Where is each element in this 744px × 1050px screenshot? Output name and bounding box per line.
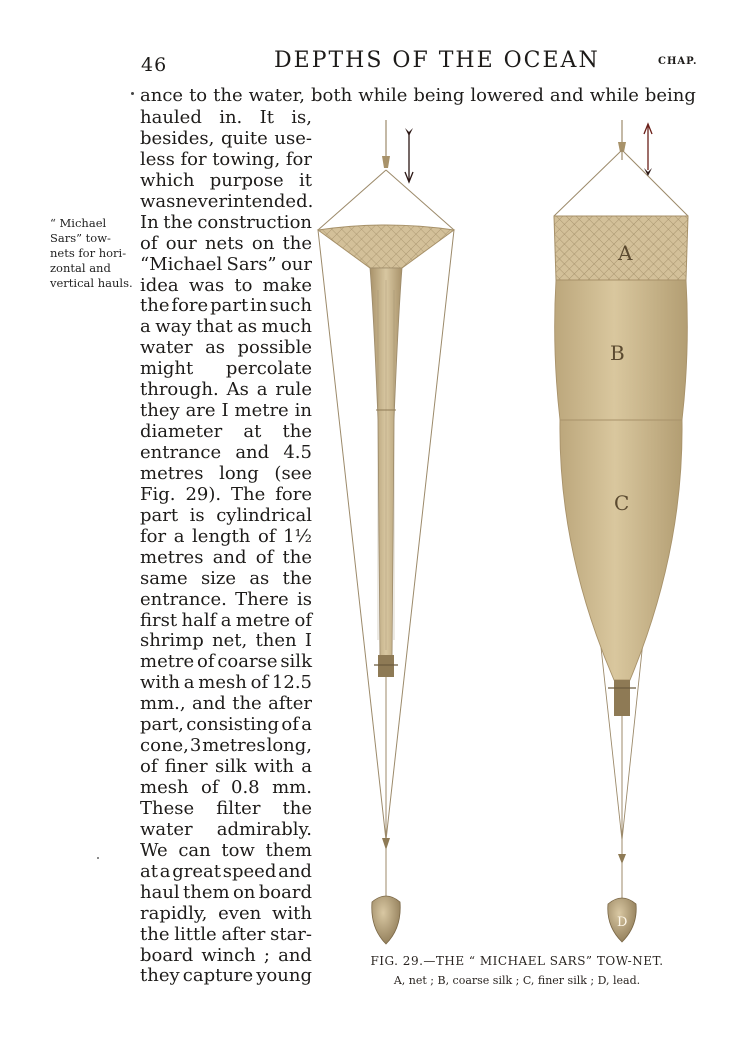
text-line bbox=[140, 590, 312, 611]
word: water bbox=[140, 337, 193, 359]
word: the bbox=[282, 567, 312, 589]
word: hauled bbox=[140, 107, 202, 128]
word: the bbox=[282, 421, 312, 443]
word: never bbox=[175, 190, 228, 212]
word: The bbox=[231, 483, 266, 505]
word: in. bbox=[219, 107, 243, 128]
word: while bbox=[358, 85, 408, 106]
word: a bbox=[256, 379, 268, 401]
word: fore bbox=[171, 295, 209, 317]
word: the bbox=[140, 295, 170, 317]
word: filter bbox=[216, 797, 261, 819]
text-line bbox=[140, 192, 312, 213]
word: 12.5 bbox=[271, 672, 312, 694]
word: metre bbox=[235, 609, 291, 631]
word: in bbox=[294, 400, 312, 422]
text-line bbox=[140, 276, 312, 297]
side-note-line: zontal and bbox=[50, 261, 111, 275]
word: lowered bbox=[470, 85, 544, 106]
text-line bbox=[140, 359, 312, 380]
text-line bbox=[140, 611, 312, 632]
label-b: B bbox=[610, 341, 625, 365]
word: the bbox=[213, 85, 243, 106]
word: a bbox=[301, 714, 312, 736]
word: a bbox=[159, 860, 171, 882]
word: as bbox=[249, 567, 270, 589]
word: both bbox=[311, 85, 353, 106]
word: was bbox=[140, 190, 176, 212]
word: I bbox=[304, 630, 312, 652]
word: being bbox=[644, 85, 696, 106]
word: being bbox=[413, 85, 465, 106]
word: a bbox=[140, 316, 151, 338]
page-header bbox=[0, 48, 744, 78]
word: long, bbox=[266, 735, 312, 757]
label-a: A bbox=[618, 241, 633, 265]
word: might bbox=[140, 358, 194, 380]
word: We bbox=[140, 839, 168, 861]
word: on bbox=[251, 232, 275, 254]
word: and bbox=[278, 944, 312, 966]
text-line bbox=[140, 150, 312, 171]
text-line bbox=[140, 255, 312, 276]
word: There bbox=[235, 588, 289, 610]
text-line bbox=[140, 422, 312, 443]
word: mesh bbox=[198, 672, 247, 694]
word: and bbox=[549, 85, 584, 106]
word: towing, bbox=[212, 148, 281, 170]
word: haul bbox=[140, 881, 180, 903]
word: with bbox=[271, 902, 312, 924]
text-line bbox=[140, 108, 312, 129]
right-tow-net bbox=[554, 120, 688, 942]
word: of bbox=[201, 777, 219, 798]
word: which bbox=[140, 169, 195, 191]
word: even bbox=[218, 902, 262, 924]
caption-legend: A, net ; B, coarse silk ; C, finer silk ; D, lead. bbox=[393, 974, 641, 987]
word: that bbox=[195, 316, 233, 338]
word: consisting bbox=[186, 714, 280, 736]
word: part bbox=[140, 504, 179, 526]
text-line bbox=[140, 631, 312, 652]
word: diameter bbox=[140, 421, 223, 443]
word: speed bbox=[222, 860, 277, 882]
word: coarse bbox=[217, 651, 278, 673]
word: rapidly, bbox=[140, 902, 208, 924]
word: the bbox=[282, 797, 312, 819]
first-text-line bbox=[140, 84, 696, 108]
running-title: DEPTHS OF THE OCEAN bbox=[274, 48, 600, 73]
word: 29). bbox=[185, 483, 222, 505]
text-line bbox=[140, 443, 312, 464]
word: a bbox=[220, 609, 232, 631]
word: admirably. bbox=[216, 818, 312, 840]
word: purpose bbox=[209, 169, 284, 191]
word: tow bbox=[221, 839, 255, 861]
word: first bbox=[140, 609, 178, 631]
word: and bbox=[212, 546, 247, 568]
word: quite bbox=[220, 127, 268, 149]
word: less bbox=[140, 148, 175, 170]
text-line bbox=[140, 883, 312, 904]
text-line bbox=[140, 862, 312, 883]
word: use- bbox=[274, 127, 312, 149]
word: metre bbox=[234, 400, 289, 422]
text-line bbox=[140, 338, 312, 359]
text-line bbox=[140, 841, 312, 862]
word: “Michael bbox=[140, 253, 223, 275]
word: make bbox=[262, 274, 312, 296]
word: silk bbox=[214, 756, 247, 778]
word: young bbox=[256, 965, 312, 987]
figure-caption bbox=[312, 952, 722, 992]
word: capture bbox=[182, 965, 254, 987]
text-line bbox=[140, 380, 312, 401]
word: can bbox=[178, 839, 211, 861]
word: with bbox=[253, 756, 294, 778]
word: mesh bbox=[140, 777, 189, 798]
word: water bbox=[140, 818, 193, 840]
word: the bbox=[232, 693, 262, 715]
word: finer bbox=[164, 756, 208, 778]
word: besides, bbox=[140, 127, 215, 149]
word: construction bbox=[197, 211, 312, 233]
word: a bbox=[183, 672, 195, 694]
word: winch bbox=[201, 944, 256, 966]
word: the bbox=[282, 546, 312, 568]
word: for bbox=[180, 148, 207, 170]
word: while bbox=[589, 85, 639, 106]
word: a bbox=[301, 756, 312, 778]
word: was bbox=[188, 274, 225, 296]
word: fore bbox=[275, 483, 312, 505]
side-note-line: vertical hauls. bbox=[50, 276, 133, 290]
word: through. bbox=[140, 379, 219, 401]
text-line bbox=[140, 694, 312, 715]
side-note-line: “ Michael bbox=[50, 216, 107, 230]
word: water, bbox=[248, 85, 305, 106]
page-number: 46 bbox=[141, 54, 168, 76]
text-line bbox=[140, 652, 312, 673]
word: possible bbox=[237, 337, 312, 359]
word: part, bbox=[140, 714, 184, 736]
word: to bbox=[234, 274, 253, 296]
word: on bbox=[232, 881, 256, 903]
word: of bbox=[197, 651, 215, 673]
word: idea bbox=[140, 274, 179, 296]
word: Fig. bbox=[140, 483, 176, 505]
word: Sars” bbox=[226, 253, 277, 275]
text-line bbox=[140, 946, 312, 967]
word: a bbox=[173, 525, 185, 547]
word: are bbox=[185, 400, 216, 422]
text-line bbox=[140, 464, 312, 485]
word: in bbox=[250, 295, 268, 317]
word: way bbox=[155, 316, 192, 338]
word: board bbox=[140, 944, 194, 966]
text-line bbox=[140, 966, 312, 987]
word: of bbox=[255, 546, 274, 568]
word: long bbox=[219, 462, 259, 484]
word: of bbox=[140, 756, 158, 778]
margin-dot bbox=[131, 92, 134, 95]
text-line bbox=[140, 736, 312, 757]
word: mm. bbox=[272, 777, 312, 798]
word: shrimp bbox=[140, 630, 204, 652]
text-line bbox=[140, 234, 312, 255]
word: same bbox=[140, 567, 188, 589]
word: after bbox=[221, 923, 266, 945]
word: board bbox=[258, 881, 312, 903]
word: it bbox=[299, 169, 312, 191]
word: metres bbox=[202, 735, 266, 757]
word: our bbox=[165, 232, 197, 254]
word: metres bbox=[140, 462, 204, 484]
word: metres bbox=[140, 546, 204, 568]
word: intended. bbox=[227, 190, 314, 212]
down-arrow-icon bbox=[405, 128, 413, 182]
word: they bbox=[140, 965, 180, 987]
word: size bbox=[200, 567, 237, 589]
word: 1½ bbox=[283, 525, 312, 547]
text-line bbox=[140, 757, 312, 778]
text-line bbox=[140, 296, 312, 317]
word: 4.5 bbox=[283, 442, 312, 463]
word: then bbox=[255, 630, 297, 652]
text-line bbox=[140, 904, 312, 925]
word: and bbox=[278, 860, 312, 882]
label-d: D bbox=[617, 915, 628, 930]
word: entrance bbox=[140, 442, 222, 463]
word: As bbox=[226, 379, 249, 401]
word: ; bbox=[263, 944, 270, 966]
word: (see bbox=[274, 462, 312, 484]
word: is bbox=[189, 504, 205, 526]
word: the bbox=[140, 923, 170, 945]
word: mm., bbox=[140, 693, 186, 715]
word: at bbox=[243, 421, 262, 443]
text-line bbox=[140, 673, 312, 694]
word: the bbox=[163, 211, 193, 233]
tow-net-figure bbox=[312, 120, 722, 950]
text-line bbox=[140, 715, 312, 736]
word: for bbox=[140, 525, 167, 547]
text-line bbox=[140, 506, 312, 527]
word: our bbox=[280, 253, 312, 275]
text-line bbox=[140, 171, 312, 192]
word: length bbox=[192, 525, 251, 547]
text-line bbox=[140, 527, 312, 548]
word: them bbox=[183, 881, 230, 903]
word: net, bbox=[212, 630, 248, 652]
word: part bbox=[210, 295, 249, 317]
word: after bbox=[268, 693, 312, 715]
word: of bbox=[250, 672, 269, 694]
word: such bbox=[269, 295, 312, 317]
chapter-label: CHAP. bbox=[658, 56, 698, 67]
word: half bbox=[181, 609, 217, 631]
caption-title: FIG. 29.—THE “ MICHAEL SARS” TOW-NET. bbox=[370, 954, 664, 968]
word: them bbox=[265, 839, 312, 861]
word: It bbox=[259, 107, 274, 128]
side-note bbox=[50, 216, 138, 291]
word: with bbox=[140, 672, 180, 694]
left-tow-net bbox=[318, 120, 454, 944]
word: cone, bbox=[140, 735, 189, 757]
word: of bbox=[140, 232, 158, 254]
text-line bbox=[140, 317, 312, 338]
word: at bbox=[140, 860, 158, 882]
word: is bbox=[296, 588, 312, 610]
word: silk bbox=[280, 651, 312, 673]
word: star- bbox=[270, 923, 312, 945]
word: they bbox=[140, 400, 180, 422]
word: I bbox=[221, 400, 229, 422]
word: as bbox=[237, 316, 258, 338]
word: rule bbox=[275, 379, 312, 401]
word: 3 bbox=[189, 735, 202, 757]
side-note-line: nets for hori- bbox=[50, 246, 127, 260]
text-line bbox=[140, 213, 312, 234]
text-line bbox=[140, 129, 312, 150]
word: for bbox=[285, 148, 312, 170]
label-c: C bbox=[614, 491, 630, 515]
word: and bbox=[235, 442, 270, 463]
word: to bbox=[189, 85, 208, 106]
text-line bbox=[140, 925, 312, 946]
word: is, bbox=[291, 107, 312, 128]
text-line bbox=[140, 799, 312, 820]
word: cylindrical bbox=[216, 504, 312, 526]
word: and bbox=[191, 693, 226, 715]
word: great bbox=[172, 860, 221, 882]
side-note-line: Sars” tow- bbox=[50, 231, 111, 245]
word: metre bbox=[140, 651, 195, 673]
word: of bbox=[257, 525, 276, 547]
word: little bbox=[174, 923, 217, 945]
text-line bbox=[140, 820, 312, 841]
text-line bbox=[140, 569, 312, 590]
word: as bbox=[205, 337, 226, 359]
word: much bbox=[261, 316, 312, 338]
word: 0.8 bbox=[231, 777, 260, 798]
word: These bbox=[140, 797, 195, 819]
text-line bbox=[140, 548, 312, 569]
word: percolate bbox=[225, 358, 312, 380]
margin-dot bbox=[97, 857, 99, 859]
word: entrance. bbox=[140, 588, 227, 610]
text-line bbox=[140, 778, 312, 799]
word: of bbox=[294, 609, 312, 631]
word: ance bbox=[140, 85, 184, 106]
word: In bbox=[140, 211, 159, 233]
word: the bbox=[282, 232, 312, 254]
body-text-column bbox=[140, 108, 312, 987]
text-line bbox=[140, 401, 312, 422]
text-line bbox=[140, 485, 312, 506]
word: of bbox=[281, 714, 299, 736]
word: nets bbox=[204, 232, 244, 254]
up-arrow-icon bbox=[644, 124, 652, 176]
